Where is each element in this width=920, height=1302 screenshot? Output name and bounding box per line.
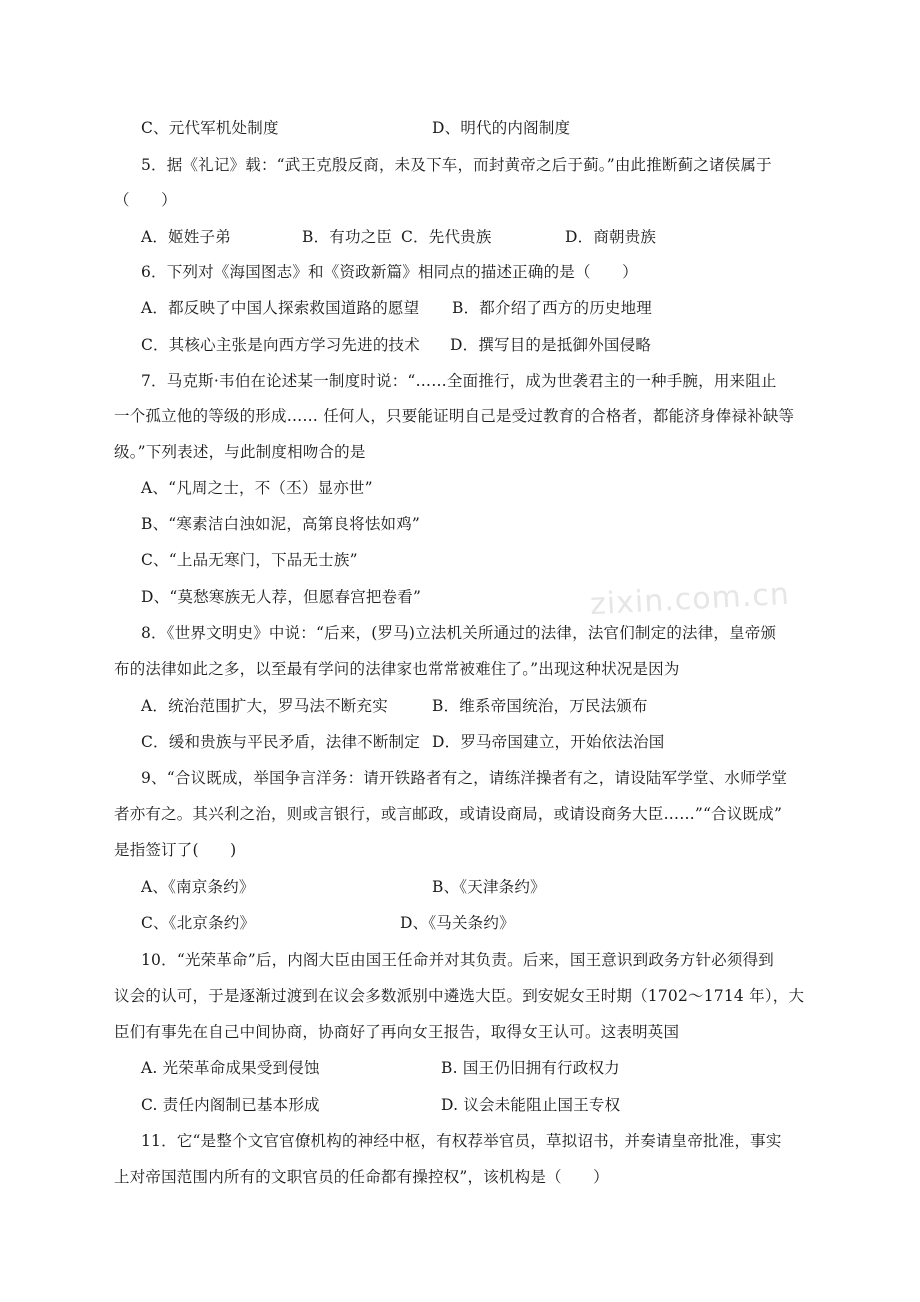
q8-stem-line-1: 8．《世界文明史》中说：“后来，(罗马)立法机关所通过的法律，法官们制定的法律，皇帝颁: [141, 624, 777, 642]
q6-option-a: A．都反映了中国人探索救国道路的愿望: [141, 299, 420, 317]
q7-option-b: B、“寒素洁白浊如泥，高第良将怯如鸡”: [141, 515, 421, 533]
q5-stem-line-1: 5．据《礼记》载：“武王克殷反商，未及下车，而封黄帝之后于蓟。”由此推断蓟之诸侯属于: [141, 156, 772, 174]
q10-stem-line-1: 10．“光荣革命”后，内阁大臣由国王任命并对其负责。后来，国王意识到政务方针必须得到: [141, 951, 774, 969]
q7-stem-line-2: 一个孤立他的等级的形成…… 任何人，只要能证明自己是受过教育的合格者，都能济身俸禄补缺等: [114, 407, 795, 425]
q4-option-d: D、明代的内阁制度: [432, 119, 571, 137]
q9-option-a: A、《南京条约》: [141, 878, 255, 896]
q10-stem-line-2: 议会的认可，于是逐渐过渡到在议会多数派别中遴选大臣。到安妮女王时期（1702～1714 年），大: [114, 987, 805, 1005]
q4-option-c: C、元代军机处制度: [141, 119, 279, 137]
q10-option-b: B. 国王仍旧拥有行政权力: [441, 1059, 620, 1077]
watermark: zixin.com.cn: [589, 576, 791, 623]
q11-stem-line-1: 11．它“是整个文官官僚机构的神经中枢，有权荐举官员，草拟诏书，并奏请皇帝批准，事实: [141, 1132, 782, 1150]
q10-stem-line-3: 臣们有事先在自己中间协商，协商好了再向女王报告，取得女王认可。这表明英国: [114, 1023, 680, 1041]
q5-option-a: A．姬姓子弟: [141, 228, 231, 246]
q6-option-d: D．撰写目的是抵御外国侵略: [450, 336, 652, 354]
q9-option-c: C、《北京条约》: [141, 914, 256, 932]
q11-stem-line-2: 上对帝国范围内所有的文职官员的任命都有操控权”，该机构是（ ）: [114, 1168, 609, 1186]
q7-stem-line-3: 级。”下列表述，与此制度相吻合的是: [114, 443, 366, 461]
q5-option-d: D．商朝贵族: [565, 228, 657, 246]
q7-option-a: A、“凡周之士，不（丕）显亦世”: [141, 479, 373, 497]
q6-stem: 6．下列对《海国图志》和《资政新篇》相同点的描述正确的是（ ）: [141, 263, 638, 281]
q5-option-c: C．先代贵族: [401, 228, 492, 246]
q8-option-c: C．缓和贵族与平民矛盾，法律不断制定: [141, 733, 420, 751]
q7-option-d: D、“莫愁寒族无人荐，但愿春宫把卷看”: [141, 588, 422, 606]
q9-stem-line-1: 9、“合议既成，举国争言洋务：请开铁路者有之，请练洋操者有之，请设陆军学堂、水师学堂: [141, 769, 788, 787]
q5-option-b: B．有功之臣: [302, 228, 393, 246]
q10-option-c: C. 责任内阁制已基本形成: [141, 1096, 320, 1114]
q10-option-a: A. 光荣革命成果受到侵蚀: [141, 1059, 320, 1077]
q9-stem-line-3: 是指签订了( ): [114, 841, 237, 859]
q7-option-c: C、“上品无寒门，下品无士族”: [141, 551, 358, 569]
q9-option-d: D、《马关条约》: [400, 914, 515, 932]
q6-option-c: C．其核心主张是向西方学习先进的技术: [141, 336, 420, 354]
q6-option-b: B．都介绍了西方的历史地理: [452, 299, 652, 317]
q8-option-d: D．罗马帝国建立，开始依法治国: [432, 733, 665, 751]
q9-option-b: B、《天津条约》: [432, 878, 546, 896]
q8-option-a: A．统治范围扩大，罗马法不断充实: [141, 697, 388, 715]
q5-stem-line-2: （ ）: [114, 191, 177, 209]
q8-stem-line-2: 布的法律如此之多，以至最有学问的法律家也常常被难住了。”出现这种状况是因为: [114, 660, 680, 678]
q9-stem-line-2: 者亦有之。其兴利之治，则或言银行，或言邮政，或请设商局，或请设商务大臣……”“合议既成”: [114, 805, 783, 823]
q7-stem-line-1: 7．马克斯·韦伯在论述某一制度时说：“……全面推行，成为世袭君主的一种手腕，用来阻止: [141, 372, 777, 390]
q8-option-b: B．维系帝国统治，万民法颁布: [432, 697, 648, 715]
q10-option-d: D. 议会未能阻止国王专权: [441, 1096, 621, 1114]
